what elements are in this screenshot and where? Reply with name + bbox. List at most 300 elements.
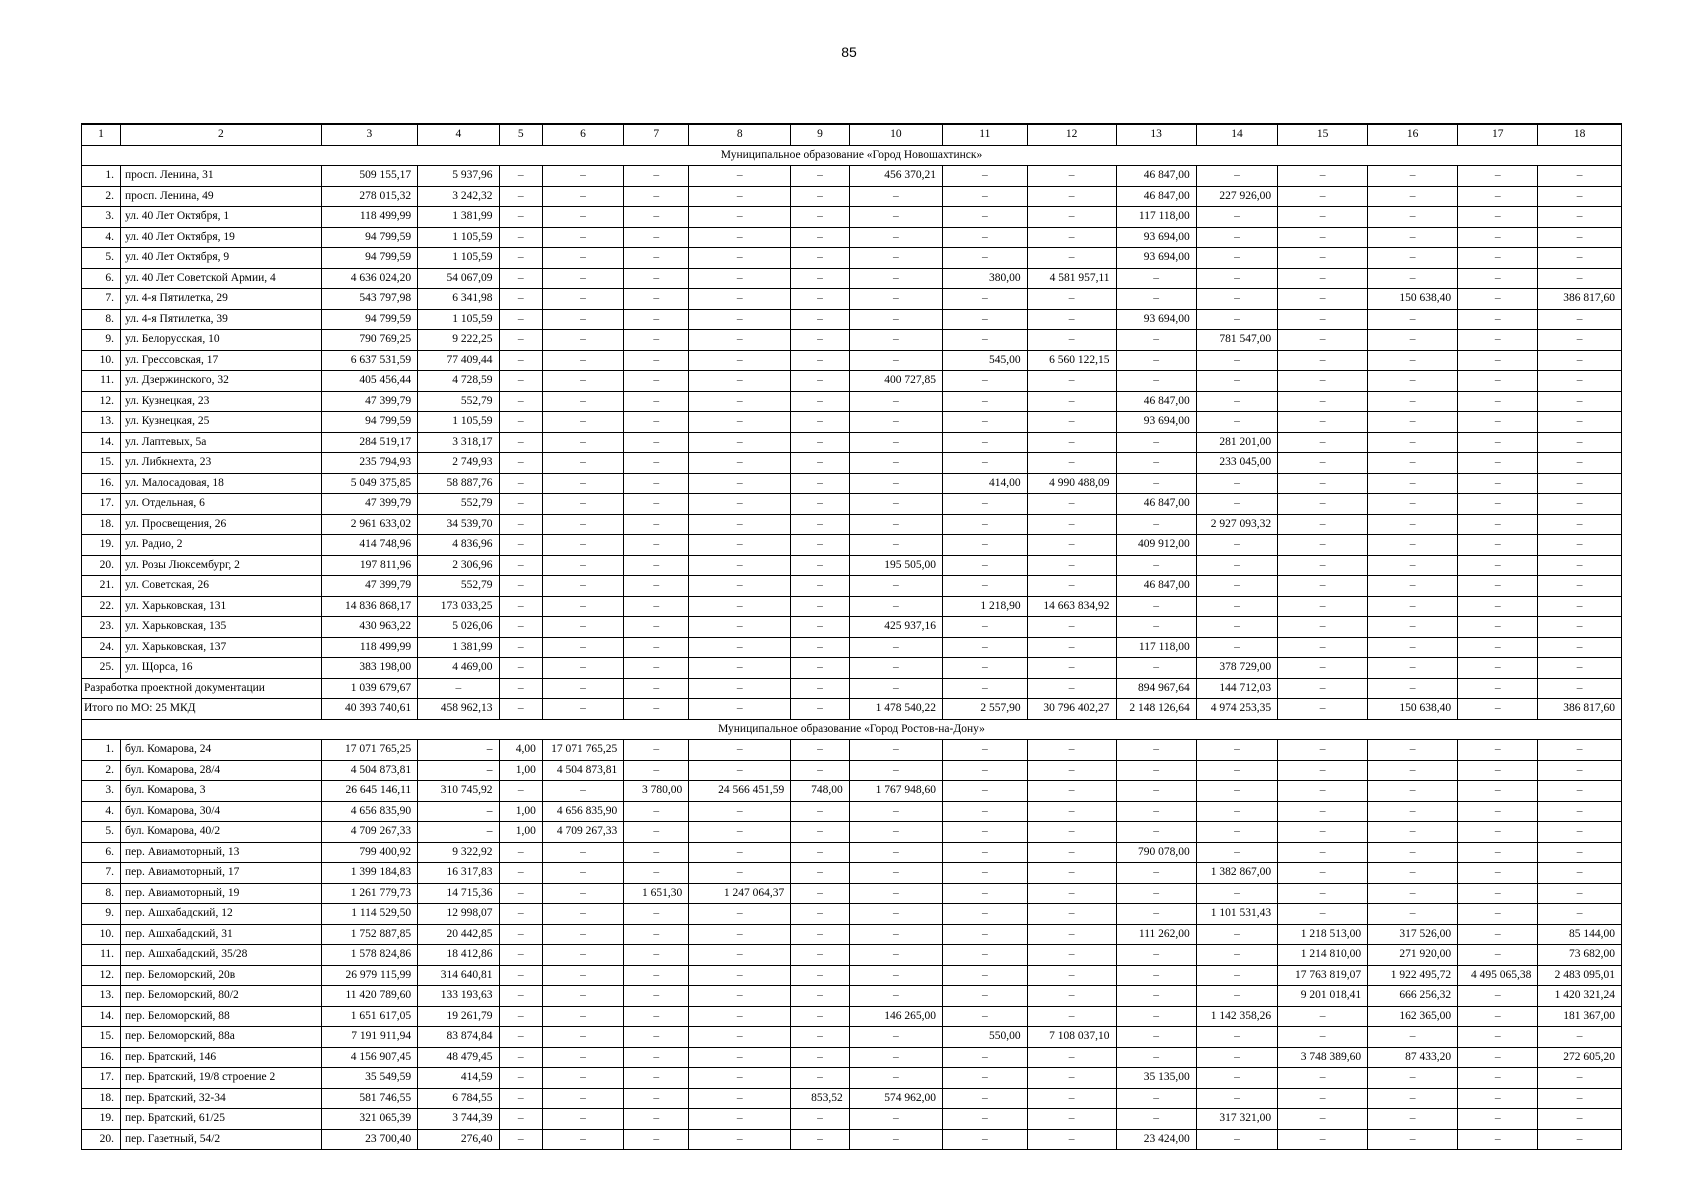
- table-cell: 405 456,44: [321, 371, 418, 392]
- table-cell: –: [624, 350, 689, 371]
- table-cell: –: [499, 965, 542, 986]
- table-cell: –: [1538, 883, 1622, 904]
- table-cell: –: [1538, 740, 1622, 761]
- table-cell: –: [1027, 330, 1116, 351]
- table-cell: 173 033,25: [418, 596, 499, 617]
- table-cell: 11 420 789,60: [321, 986, 418, 1007]
- table-cell: –: [542, 781, 623, 802]
- row-number: 7.: [82, 863, 121, 884]
- table-row: [82, 1088, 1622, 1109]
- table-cell: –: [542, 1088, 623, 1109]
- table-cell: 58 887,76: [418, 473, 499, 494]
- table-cell: 93 694,00: [1116, 309, 1196, 330]
- table-cell: –: [1116, 760, 1196, 781]
- table-cell: –: [1196, 248, 1277, 269]
- address-cell: ул. 40 Лет Советской Армии, 4: [121, 268, 322, 289]
- table-cell: 799 400,92: [321, 842, 418, 863]
- table-cell: –: [943, 1068, 1028, 1089]
- totals-label: Итого по МО: 25 МКД: [82, 699, 322, 720]
- table-cell: 3 242,32: [418, 186, 499, 207]
- table-cell: –: [1368, 596, 1458, 617]
- table-cell: –: [791, 596, 850, 617]
- table-cell: –: [1538, 678, 1622, 699]
- table-cell: 3 744,39: [418, 1109, 499, 1130]
- table-cell: –: [791, 1027, 850, 1048]
- table-cell: –: [542, 350, 623, 371]
- table-cell: –: [542, 842, 623, 863]
- table-cell: –: [1027, 801, 1116, 822]
- table-cell: –: [689, 658, 791, 679]
- table-cell: –: [1116, 863, 1196, 884]
- table-cell: –: [1027, 166, 1116, 187]
- table-cell: –: [1278, 248, 1368, 269]
- address-cell: пер. Беломорский, 80/2: [121, 986, 322, 1007]
- table-cell: –: [1458, 186, 1538, 207]
- table-cell: –: [1116, 883, 1196, 904]
- table-cell: 4 504 873,81: [321, 760, 418, 781]
- table-cell: –: [542, 309, 623, 330]
- table-cell: –: [1538, 596, 1622, 617]
- row-number: 3.: [82, 207, 121, 228]
- table-cell: –: [1458, 822, 1538, 843]
- table-cell: –: [1278, 207, 1368, 228]
- table-cell: 6 341,98: [418, 289, 499, 310]
- table-cell: –: [689, 1088, 791, 1109]
- table-cell: –: [1458, 617, 1538, 638]
- table-cell: 386 817,60: [1538, 289, 1622, 310]
- address-cell: ул. Харьковская, 137: [121, 637, 322, 658]
- table-cell: 383 198,00: [321, 658, 418, 679]
- table-cell: –: [1538, 268, 1622, 289]
- table-cell: –: [1027, 740, 1116, 761]
- table-cell: –: [689, 432, 791, 453]
- table-cell: 20 442,85: [418, 924, 499, 945]
- table-cell: 2 557,90: [943, 699, 1028, 720]
- table-row: [82, 965, 1622, 986]
- table-cell: –: [1196, 986, 1277, 1007]
- table-cell: –: [943, 617, 1028, 638]
- table-cell: –: [1458, 432, 1538, 453]
- table-cell: –: [624, 863, 689, 884]
- table-cell: 790 769,25: [321, 330, 418, 351]
- table-cell: –: [624, 1129, 689, 1150]
- table-cell: –: [1368, 617, 1458, 638]
- address-cell: ул. Щорса, 16: [121, 658, 322, 679]
- column-header: 11: [943, 124, 1028, 145]
- table-cell: –: [1027, 965, 1116, 986]
- table-cell: –: [542, 330, 623, 351]
- table-cell: –: [1538, 186, 1622, 207]
- table-cell: 150 638,40: [1368, 289, 1458, 310]
- table-cell: –: [943, 576, 1028, 597]
- row-number: 5.: [82, 822, 121, 843]
- table-cell: –: [1458, 248, 1538, 269]
- table-cell: 46 847,00: [1116, 166, 1196, 187]
- table-cell: –: [624, 1006, 689, 1027]
- table-cell: –: [689, 473, 791, 494]
- table-cell: –: [542, 576, 623, 597]
- address-cell: пер. Братский, 19/8 строение 2: [121, 1068, 322, 1089]
- table-cell: 47 399,79: [321, 576, 418, 597]
- table-cell: 40 393 740,61: [321, 699, 418, 720]
- table-cell: –: [943, 494, 1028, 515]
- table-cell: 2 927 093,32: [1196, 514, 1277, 535]
- table-row: [82, 822, 1622, 843]
- table-cell: 271 920,00: [1368, 945, 1458, 966]
- table-cell: –: [499, 207, 542, 228]
- table-cell: –: [542, 658, 623, 679]
- row-number: 24.: [82, 637, 121, 658]
- table-cell: –: [849, 309, 942, 330]
- table-cell: –: [542, 268, 623, 289]
- row-number: 6.: [82, 268, 121, 289]
- table-cell: 46 847,00: [1116, 186, 1196, 207]
- table-cell: –: [1458, 945, 1538, 966]
- table-row: [82, 863, 1622, 884]
- table-cell: 409 912,00: [1116, 535, 1196, 556]
- table-cell: –: [1458, 863, 1538, 884]
- table-cell: –: [1027, 576, 1116, 597]
- table-cell: –: [499, 658, 542, 679]
- table-cell: –: [1278, 617, 1368, 638]
- table-cell: –: [542, 986, 623, 1007]
- table-cell: 26 645 146,11: [321, 781, 418, 802]
- table-cell: –: [499, 309, 542, 330]
- table-row: [82, 350, 1622, 371]
- table-cell: –: [943, 1109, 1028, 1130]
- table-cell: –: [943, 391, 1028, 412]
- table-cell: –: [499, 842, 542, 863]
- table-cell: –: [1278, 596, 1368, 617]
- table-cell: –: [1196, 1088, 1277, 1109]
- table-cell: –: [624, 330, 689, 351]
- table-cell: –: [1278, 412, 1368, 433]
- address-cell: ул. 40 Лет Октября, 19: [121, 227, 322, 248]
- table-cell: –: [1116, 740, 1196, 761]
- table-cell: –: [1458, 289, 1538, 310]
- table-cell: –: [943, 760, 1028, 781]
- table-cell: –: [1368, 740, 1458, 761]
- table-cell: –: [1196, 473, 1277, 494]
- table-cell: –: [791, 268, 850, 289]
- table-cell: –: [1027, 904, 1116, 925]
- table-cell: –: [1196, 535, 1277, 556]
- table-cell: –: [1368, 330, 1458, 351]
- table-cell: –: [1368, 514, 1458, 535]
- column-header: 3: [321, 124, 418, 145]
- header-row: [82, 124, 1622, 145]
- table-cell: –: [1368, 678, 1458, 699]
- table-cell: –: [1278, 432, 1368, 453]
- table-cell: 272 605,20: [1538, 1047, 1622, 1068]
- table-cell: –: [624, 924, 689, 945]
- column-header: 9: [791, 124, 850, 145]
- table-cell: –: [1458, 1109, 1538, 1130]
- table-cell: 781 547,00: [1196, 330, 1277, 351]
- table-cell: –: [791, 207, 850, 228]
- table-cell: 111 262,00: [1116, 924, 1196, 945]
- table-cell: –: [1368, 576, 1458, 597]
- table-cell: –: [1027, 637, 1116, 658]
- row-number: 6.: [82, 842, 121, 863]
- address-cell: ул. Малосадовая, 18: [121, 473, 322, 494]
- table-cell: –: [624, 699, 689, 720]
- table-cell: 3 748 389,60: [1278, 1047, 1368, 1068]
- table-cell: –: [1538, 842, 1622, 863]
- table-cell: –: [849, 1047, 942, 1068]
- row-number: 13.: [82, 412, 121, 433]
- table-cell: 2 148 126,64: [1116, 699, 1196, 720]
- table-row: [82, 1006, 1622, 1027]
- table-cell: –: [499, 268, 542, 289]
- section-title: Муниципальное образование «Город Новошахтинск»: [82, 145, 1622, 166]
- table-cell: –: [499, 883, 542, 904]
- table-cell: –: [689, 965, 791, 986]
- table-cell: 18 412,86: [418, 945, 499, 966]
- table-row: [82, 904, 1622, 925]
- table-cell: 181 367,00: [1538, 1006, 1622, 1027]
- table-cell: –: [943, 1129, 1028, 1150]
- table-cell: 47 399,79: [321, 494, 418, 515]
- table-cell: –: [849, 883, 942, 904]
- table-cell: –: [943, 330, 1028, 351]
- table-cell: –: [849, 760, 942, 781]
- table-cell: –: [1458, 1088, 1538, 1109]
- table-cell: –: [1027, 289, 1116, 310]
- address-cell: ул. Грессовская, 17: [121, 350, 322, 371]
- table-cell: –: [1278, 473, 1368, 494]
- table-cell: 1 105,59: [418, 248, 499, 269]
- table-cell: –: [624, 945, 689, 966]
- table-cell: –: [791, 1047, 850, 1068]
- table-cell: 1 101 531,43: [1196, 904, 1277, 925]
- table-cell: 550,00: [943, 1027, 1028, 1048]
- table-cell: –: [943, 781, 1028, 802]
- table-cell: –: [1538, 412, 1622, 433]
- table-cell: –: [1278, 678, 1368, 699]
- table-row: [82, 309, 1622, 330]
- table-cell: –: [499, 1047, 542, 1068]
- table-cell: –: [542, 945, 623, 966]
- table-cell: –: [1458, 1068, 1538, 1089]
- table-cell: –: [1027, 412, 1116, 433]
- table-cell: –: [849, 186, 942, 207]
- table-cell: –: [1196, 842, 1277, 863]
- table-cell: –: [1196, 801, 1277, 822]
- table-cell: –: [1116, 371, 1196, 392]
- table-cell: –: [1278, 514, 1368, 535]
- table-cell: 552,79: [418, 576, 499, 597]
- address-cell: пер. Беломорский, 88а: [121, 1027, 322, 1048]
- table-cell: –: [1538, 1129, 1622, 1150]
- table-cell: 26 979 115,99: [321, 965, 418, 986]
- table-cell: 35 549,59: [321, 1068, 418, 1089]
- table-cell: –: [499, 863, 542, 884]
- table-cell: –: [499, 289, 542, 310]
- table-cell: –: [849, 453, 942, 474]
- table-cell: –: [791, 760, 850, 781]
- table-cell: –: [1458, 904, 1538, 925]
- table-cell: –: [1196, 289, 1277, 310]
- table-cell: 2 483 095,01: [1538, 965, 1622, 986]
- table-cell: –: [1278, 658, 1368, 679]
- table-cell: 94 799,59: [321, 412, 418, 433]
- totals-label: Разработка проектной документации: [82, 678, 322, 699]
- table-cell: 24 566 451,59: [689, 781, 791, 802]
- table-cell: –: [1538, 760, 1622, 781]
- table-cell: 430 963,22: [321, 617, 418, 638]
- table-cell: –: [1278, 268, 1368, 289]
- section-title-row: [82, 145, 1622, 166]
- table-cell: –: [1368, 658, 1458, 679]
- table-cell: 317 526,00: [1368, 924, 1458, 945]
- column-header: 14: [1196, 124, 1277, 145]
- table-cell: –: [624, 596, 689, 617]
- table-cell: –: [1027, 863, 1116, 884]
- table-row: [82, 514, 1622, 535]
- table-cell: –: [624, 268, 689, 289]
- table-cell: 1 114 529,50: [321, 904, 418, 925]
- table-cell: –: [499, 699, 542, 720]
- table-cell: 118 499,99: [321, 207, 418, 228]
- table-cell: 17 763 819,07: [1278, 965, 1368, 986]
- table-row: [82, 268, 1622, 289]
- table-cell: –: [689, 760, 791, 781]
- table-cell: –: [499, 494, 542, 515]
- table-cell: –: [1027, 1047, 1116, 1068]
- table-cell: –: [1538, 494, 1622, 515]
- table-cell: –: [1027, 535, 1116, 556]
- table-row: [82, 576, 1622, 597]
- table-cell: –: [1027, 617, 1116, 638]
- table-cell: 46 847,00: [1116, 576, 1196, 597]
- column-header: 17: [1458, 124, 1538, 145]
- table-cell: –: [791, 965, 850, 986]
- table-cell: –: [849, 432, 942, 453]
- table-cell: –: [1196, 371, 1277, 392]
- table-row: [82, 596, 1622, 617]
- table-cell: –: [1278, 555, 1368, 576]
- table-cell: –: [1196, 350, 1277, 371]
- row-number: 5.: [82, 248, 121, 269]
- table-cell: 1 105,59: [418, 412, 499, 433]
- table-cell: –: [1027, 1129, 1116, 1150]
- table-cell: 1 382 867,00: [1196, 863, 1277, 884]
- table-cell: –: [1538, 473, 1622, 494]
- table-cell: –: [943, 863, 1028, 884]
- table-cell: –: [689, 1006, 791, 1027]
- table-cell: –: [849, 924, 942, 945]
- table-cell: –: [849, 904, 942, 925]
- table-cell: –: [542, 1129, 623, 1150]
- table-cell: –: [1458, 740, 1538, 761]
- table-cell: –: [791, 391, 850, 412]
- table-cell: –: [943, 658, 1028, 679]
- table-cell: –: [1538, 1109, 1622, 1130]
- table-cell: –: [1368, 227, 1458, 248]
- table-cell: 386 817,60: [1538, 699, 1622, 720]
- table-row: [82, 207, 1622, 228]
- column-header: 6: [542, 124, 623, 145]
- table-cell: –: [689, 1129, 791, 1150]
- address-cell: ул. Радио, 2: [121, 535, 322, 556]
- table-cell: –: [542, 637, 623, 658]
- table-cell: 9 222,25: [418, 330, 499, 351]
- row-number: 14.: [82, 432, 121, 453]
- table-cell: 790 078,00: [1116, 842, 1196, 863]
- table-cell: –: [624, 1047, 689, 1068]
- table-cell: –: [1368, 842, 1458, 863]
- table-cell: 545,00: [943, 350, 1028, 371]
- column-header: 13: [1116, 124, 1196, 145]
- table-cell: –: [791, 883, 850, 904]
- table-cell: 4,00: [499, 740, 542, 761]
- table-cell: –: [542, 965, 623, 986]
- table-cell: –: [1368, 412, 1458, 433]
- table-cell: –: [1458, 555, 1538, 576]
- table-cell: 1 105,59: [418, 227, 499, 248]
- table-cell: 85 144,00: [1538, 924, 1622, 945]
- table-cell: –: [542, 371, 623, 392]
- table-cell: –: [542, 166, 623, 187]
- table-row: [82, 760, 1622, 781]
- table-cell: –: [1116, 945, 1196, 966]
- table-cell: –: [499, 186, 542, 207]
- address-cell: пер. Авиамоторный, 17: [121, 863, 322, 884]
- table-cell: –: [1196, 760, 1277, 781]
- table-cell: 4 974 253,35: [1196, 699, 1277, 720]
- table-cell: –: [1278, 330, 1368, 351]
- table-cell: 1,00: [499, 801, 542, 822]
- table-cell: –: [1027, 924, 1116, 945]
- table-cell: –: [624, 617, 689, 638]
- row-number: 9.: [82, 904, 121, 925]
- table-cell: –: [1538, 1068, 1622, 1089]
- table-cell: –: [689, 863, 791, 884]
- table-cell: –: [689, 535, 791, 556]
- table-cell: –: [542, 207, 623, 228]
- table-cell: –: [1027, 248, 1116, 269]
- table-cell: –: [689, 596, 791, 617]
- row-number: 3.: [82, 781, 121, 802]
- table-row: [82, 781, 1622, 802]
- column-header: 12: [1027, 124, 1116, 145]
- table-cell: –: [1196, 965, 1277, 986]
- row-number: 11.: [82, 945, 121, 966]
- table-cell: –: [791, 371, 850, 392]
- table-cell: 34 539,70: [418, 514, 499, 535]
- column-header: 8: [689, 124, 791, 145]
- table-cell: –: [542, 863, 623, 884]
- table-cell: –: [499, 350, 542, 371]
- table-cell: –: [1116, 1006, 1196, 1027]
- table-cell: –: [791, 412, 850, 433]
- table-cell: –: [1458, 596, 1538, 617]
- table-cell: 146 265,00: [849, 1006, 942, 1027]
- row-number: 7.: [82, 289, 121, 310]
- table-cell: 1 105,59: [418, 309, 499, 330]
- table-row: [82, 924, 1622, 945]
- table-cell: 144 712,03: [1196, 678, 1277, 699]
- row-number: 18.: [82, 514, 121, 535]
- table-cell: 94 799,59: [321, 309, 418, 330]
- table-cell: –: [1538, 309, 1622, 330]
- table-cell: –: [849, 494, 942, 515]
- table-cell: 118 499,99: [321, 637, 418, 658]
- table-row: [82, 1027, 1622, 1048]
- table-cell: –: [1458, 658, 1538, 679]
- row-number: 2.: [82, 760, 121, 781]
